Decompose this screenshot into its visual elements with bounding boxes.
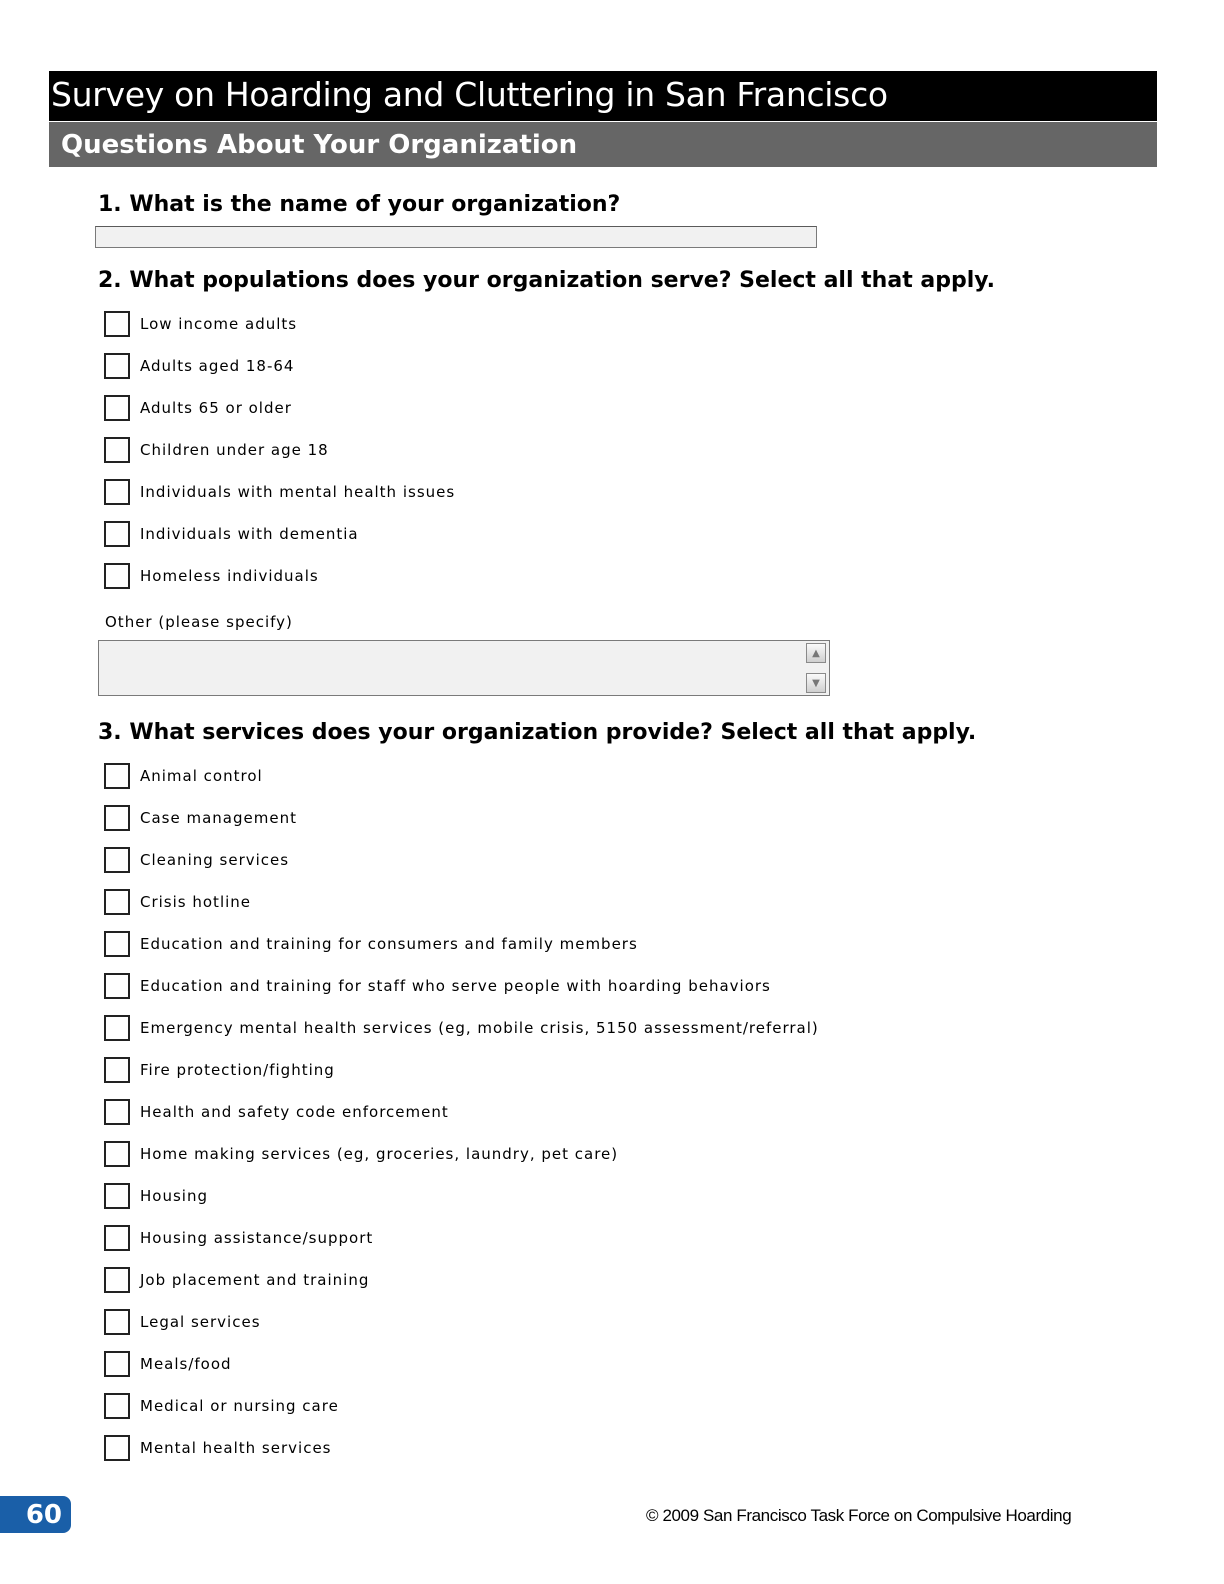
population-option[interactable]: [104, 352, 294, 380]
option-label: Job placement and training: [140, 1271, 370, 1289]
checkbox[interactable]: [104, 931, 130, 957]
option-label: Low income adults: [140, 315, 298, 333]
checkbox[interactable]: [104, 763, 130, 789]
service-option[interactable]: [104, 804, 297, 832]
checkbox[interactable]: [104, 311, 130, 337]
service-option[interactable]: [104, 888, 251, 916]
survey-title: Survey on Hoarding and Cluttering in San Francisco: [49, 71, 1157, 121]
checkbox[interactable]: [104, 1183, 130, 1209]
population-option[interactable]: [104, 478, 455, 506]
option-label: Housing assistance/support: [140, 1229, 374, 1247]
service-option[interactable]: [104, 1266, 369, 1294]
checkbox[interactable]: [104, 353, 130, 379]
option-label: Legal services: [140, 1313, 261, 1331]
checkbox[interactable]: [104, 1057, 130, 1083]
checkbox[interactable]: [104, 1435, 130, 1461]
checkbox[interactable]: [104, 805, 130, 831]
checkbox[interactable]: [104, 1015, 130, 1041]
option-label: Emergency mental health services (eg, mobile crisis, 5150 assessment/referral): [140, 1019, 819, 1037]
service-option[interactable]: [104, 1350, 232, 1378]
service-option[interactable]: [104, 1098, 449, 1126]
service-option[interactable]: [104, 1224, 373, 1252]
checkbox[interactable]: [104, 521, 130, 547]
option-label: Meals/food: [140, 1355, 232, 1373]
copyright-notice: © 2009 San Francisco Task Force on Compulsive Hoarding: [646, 1506, 1072, 1525]
service-option[interactable]: [104, 1434, 331, 1462]
checkbox[interactable]: [104, 1267, 130, 1293]
checkbox[interactable]: [104, 973, 130, 999]
service-option[interactable]: [104, 1182, 208, 1210]
population-option[interactable]: [104, 562, 319, 590]
checkbox[interactable]: [104, 563, 130, 589]
option-label: Adults 65 or older: [140, 399, 292, 417]
option-label: Individuals with mental health issues: [140, 483, 456, 501]
service-option[interactable]: [104, 930, 638, 958]
service-option[interactable]: [104, 1392, 339, 1420]
option-label: Health and safety code enforcement: [140, 1103, 449, 1121]
option-label: Cleaning services: [140, 851, 290, 869]
checkbox[interactable]: [104, 1351, 130, 1377]
checkbox[interactable]: [104, 1309, 130, 1335]
option-label: Children under age 18: [140, 441, 329, 459]
checkbox[interactable]: [104, 847, 130, 873]
organization-name-input[interactable]: [95, 226, 817, 248]
population-option[interactable]: [104, 520, 359, 548]
option-label: Crisis hotline: [140, 893, 252, 911]
option-label: Education and training for consumers and family members: [140, 935, 638, 953]
other-specify-label: Other (please specify): [105, 613, 293, 631]
scroll-down-arrow-icon[interactable]: ▼: [806, 673, 826, 693]
scroll-up-arrow-icon[interactable]: ▲: [806, 643, 826, 663]
option-label: Fire protection/fighting: [140, 1061, 335, 1079]
question-3-label: 3. What services does your organization provide? Select all that apply.: [98, 720, 977, 745]
option-label: Mental health services: [140, 1439, 332, 1457]
service-option[interactable]: [104, 1056, 335, 1084]
service-option[interactable]: [104, 1308, 261, 1336]
service-option[interactable]: [104, 762, 263, 790]
option-label: Housing: [140, 1187, 208, 1205]
population-option[interactable]: [104, 310, 297, 338]
checkbox[interactable]: [104, 395, 130, 421]
option-label: Medical or nursing care: [140, 1397, 339, 1415]
checkbox[interactable]: [104, 889, 130, 915]
population-option[interactable]: [104, 394, 292, 422]
service-option[interactable]: [104, 1014, 819, 1042]
option-label: Education and training for staff who serve people with hoarding behaviors: [140, 977, 771, 995]
question-2-label: 2. What populations does your organization serve? Select all that apply.: [98, 268, 995, 293]
checkbox[interactable]: [104, 1141, 130, 1167]
service-option[interactable]: [104, 846, 289, 874]
option-label: Individuals with dementia: [140, 525, 359, 543]
service-option[interactable]: [104, 1140, 618, 1168]
option-label: Homeless individuals: [140, 567, 319, 585]
other-specify-textarea[interactable]: [98, 640, 830, 696]
option-label: Home making services (eg, groceries, laundry, pet care): [140, 1145, 619, 1163]
checkbox[interactable]: [104, 1225, 130, 1251]
checkbox[interactable]: [104, 1393, 130, 1419]
population-option[interactable]: [104, 436, 329, 464]
page-number: 60: [0, 1496, 71, 1533]
checkbox[interactable]: [104, 1099, 130, 1125]
checkbox[interactable]: [104, 437, 130, 463]
section-header: Questions About Your Organization: [49, 122, 1157, 167]
question-1-label: 1. What is the name of your organization?: [98, 192, 621, 217]
service-option[interactable]: [104, 972, 771, 1000]
option-label: Adults aged 18-64: [140, 357, 295, 375]
option-label: Case management: [140, 809, 297, 827]
option-label: Animal control: [140, 767, 263, 785]
checkbox[interactable]: [104, 479, 130, 505]
